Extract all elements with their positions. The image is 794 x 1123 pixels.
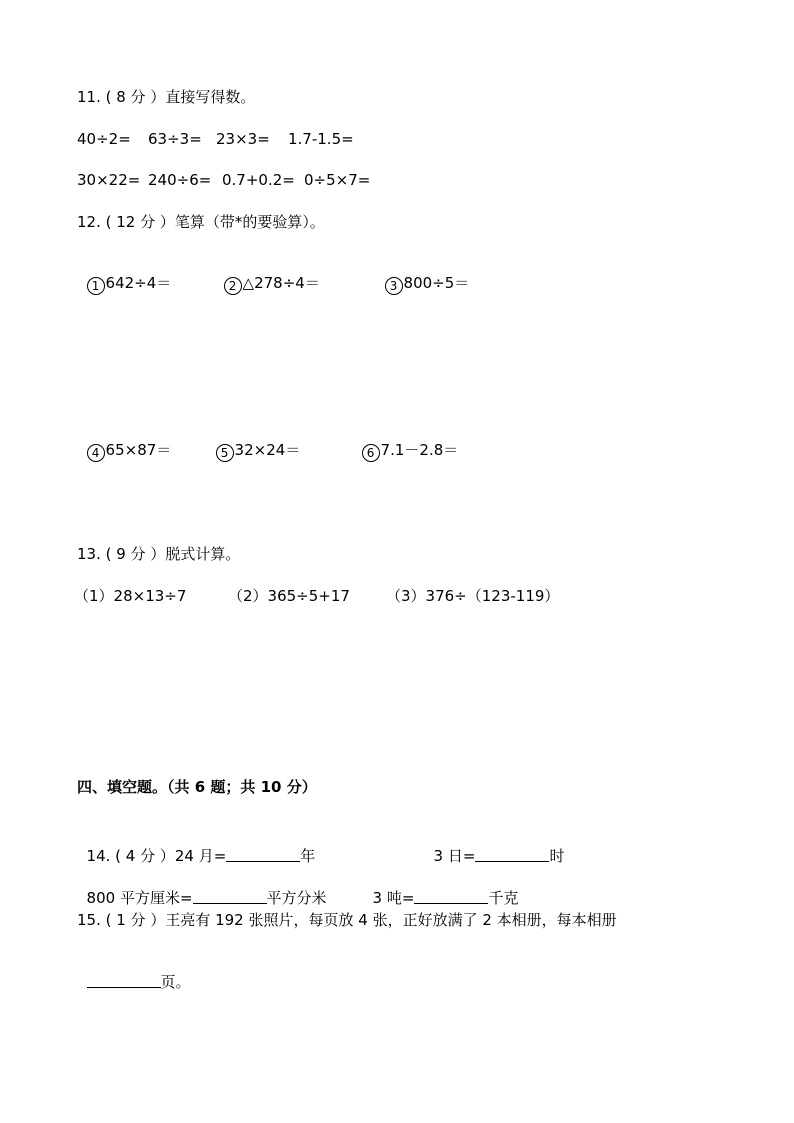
- q12-item-5: [206, 420, 300, 462]
- q14-part-d: [363, 868, 518, 908]
- section-4-title: 四、填空题。（共 6 题；共 10 分）: [77, 778, 317, 796]
- circled-number-4: 4: [87, 444, 105, 462]
- q11-r2-item-1: 30×22=: [77, 171, 141, 189]
- q12-item-2: [214, 253, 320, 295]
- q14-c-suffix: 平方分米: [266, 889, 327, 907]
- answer-blank-a[interactable]: [226, 846, 300, 862]
- q11-r2-item-2: 240÷6=: [148, 171, 212, 189]
- q11-header: 11. ( 8 分 ）直接写得数。: [77, 88, 256, 106]
- q12-item-5-expr: 32×24＝: [234, 441, 301, 459]
- q14-b-prefix: 3 日=: [433, 847, 476, 865]
- q15-line2-suffix: 页。: [160, 973, 191, 991]
- circled-number-5: 5: [216, 444, 234, 462]
- q15-line-1: 15. ( 1 分 ）王亮有 192 张照片，每页放 4 张，正好放满了 2 本相册，每本相册: [77, 911, 617, 929]
- q12-item-3: [375, 253, 469, 295]
- answer-blank-e[interactable]: [87, 972, 161, 988]
- q14-c-prefix: 800 平方厘米=: [86, 889, 193, 907]
- q13-item-1: （1）28×13÷7: [74, 587, 187, 605]
- q11-r1-item-1: 40÷2=: [77, 130, 131, 148]
- q15-line-2: [77, 952, 191, 992]
- q14-part-b: [424, 826, 564, 866]
- q14-a-prefix: 14. ( 4 分 ）24 月=: [86, 847, 227, 865]
- q11-r2-item-3: 0.7+0.2=: [222, 171, 295, 189]
- q13-header: 13. ( 9 分 ）脱式计算。: [77, 545, 241, 563]
- q14-a-suffix: 年: [300, 847, 316, 865]
- q12-header: 12. ( 12 分 ）笔算（带*的要验算）。: [77, 213, 325, 231]
- q14-part-c: [77, 868, 327, 908]
- q12-item-6-expr: 7.1－2.8＝: [380, 441, 459, 459]
- q14-d-prefix: 3 吨=: [372, 889, 415, 907]
- q12-item-3-expr: 800÷5＝: [403, 274, 470, 292]
- answer-blank-b[interactable]: [475, 846, 549, 862]
- q13-item-2: （2）365÷5+17: [228, 587, 350, 605]
- answer-blank-d[interactable]: [414, 888, 488, 904]
- circled-number-1: 1: [87, 277, 105, 295]
- q12-item-4-expr: 65×87＝: [105, 441, 172, 459]
- q13-item-3: （3）376÷（123-119）: [386, 587, 560, 605]
- q12-item-6: [352, 420, 458, 462]
- q14-d-suffix: 千克: [488, 889, 519, 907]
- q14-b-suffix: 时: [549, 847, 565, 865]
- q11-r1-item-3: 23×3=: [216, 130, 270, 148]
- circled-number-2: 2: [224, 277, 242, 295]
- q11-r1-item-4: 1.7-1.5=: [288, 130, 354, 148]
- answer-blank-c[interactable]: [193, 888, 267, 904]
- q11-r1-item-2: 63÷3=: [148, 130, 202, 148]
- q11-r2-item-4: 0÷5×7=: [304, 171, 371, 189]
- q12-item-4: [77, 420, 171, 462]
- circled-number-3: 3: [385, 277, 403, 295]
- q12-item-1-expr: 642÷4＝: [105, 274, 172, 292]
- q12-item-2-expr: △278÷4＝: [242, 274, 320, 292]
- q12-item-1: [77, 253, 171, 295]
- q14-part-a: [77, 826, 315, 866]
- circled-number-6: 6: [362, 444, 380, 462]
